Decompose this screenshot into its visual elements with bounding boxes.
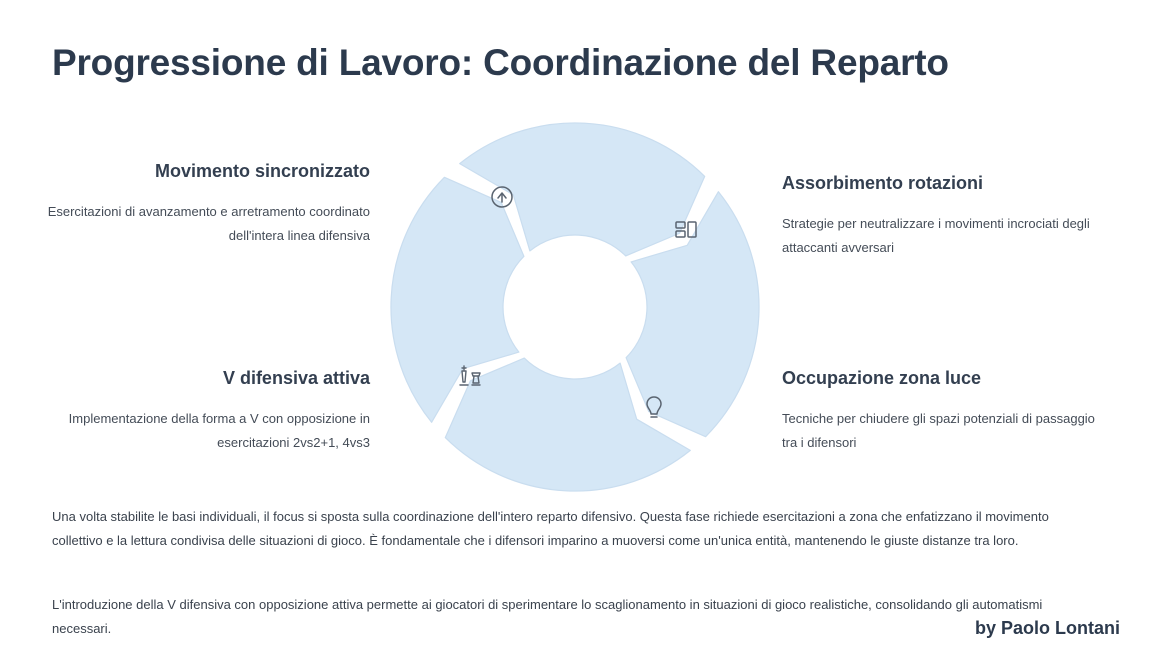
step-occupazione-zona-luce: [782, 368, 1112, 455]
cycle-diagram: [380, 112, 770, 502]
page-title: Progressione di Lavoro: Coordinazione del Reparto: [52, 42, 949, 83]
step-description: Tecniche per chiudere gli spazi potenziali di passaggio tra i difensori: [782, 411, 1095, 450]
step-assorbimento-rotazioni: [782, 173, 1112, 260]
step-movimento-sincronizzato: [40, 161, 370, 248]
author-credit: by Paolo Lontani: [974, 618, 1120, 638]
step-heading: Movimento sincronizzato: [154, 161, 370, 181]
step-heading: Assorbimento rotazioni: [782, 173, 984, 193]
step-heading: V difensiva attiva: [222, 368, 370, 388]
step-description: Implementazione della forma a V con opposizione in esercitazioni 2vs2+1, 4vs3: [68, 411, 370, 450]
step-heading: Occupazione zona luce: [782, 368, 982, 388]
body-paragraph: L'introduzione della V difensiva con opposizione attiva permette ai giocatori di sperimentare lo scaglionamento in situazioni di gioco realistiche, consolidando gli automatismi necessari.: [52, 597, 1043, 636]
step-description: Esercitazioni di avanzamento e arretramento coordinato dell'intera linea difensiva: [47, 204, 370, 243]
cycle-segments: [391, 123, 759, 491]
step-v-difensiva-attiva: [40, 368, 370, 455]
step-description: Strategie per neutralizzare i movimenti incrociati degli attaccanti avversari: [782, 216, 1090, 255]
body-paragraph: Una volta stabilite le basi individuali, il focus si sposta sulla coordinazione dell'intero reparto difensivo. Questa fase richiede esercitazioni a zona che enfatizzano il movimento collettivo e la lettura condivisa delle situazioni di gioco. È fondamentale che i difensori imparino a muoversi come un'unica entità, mantenendo le giuste distanze tra loro.: [52, 509, 1049, 548]
